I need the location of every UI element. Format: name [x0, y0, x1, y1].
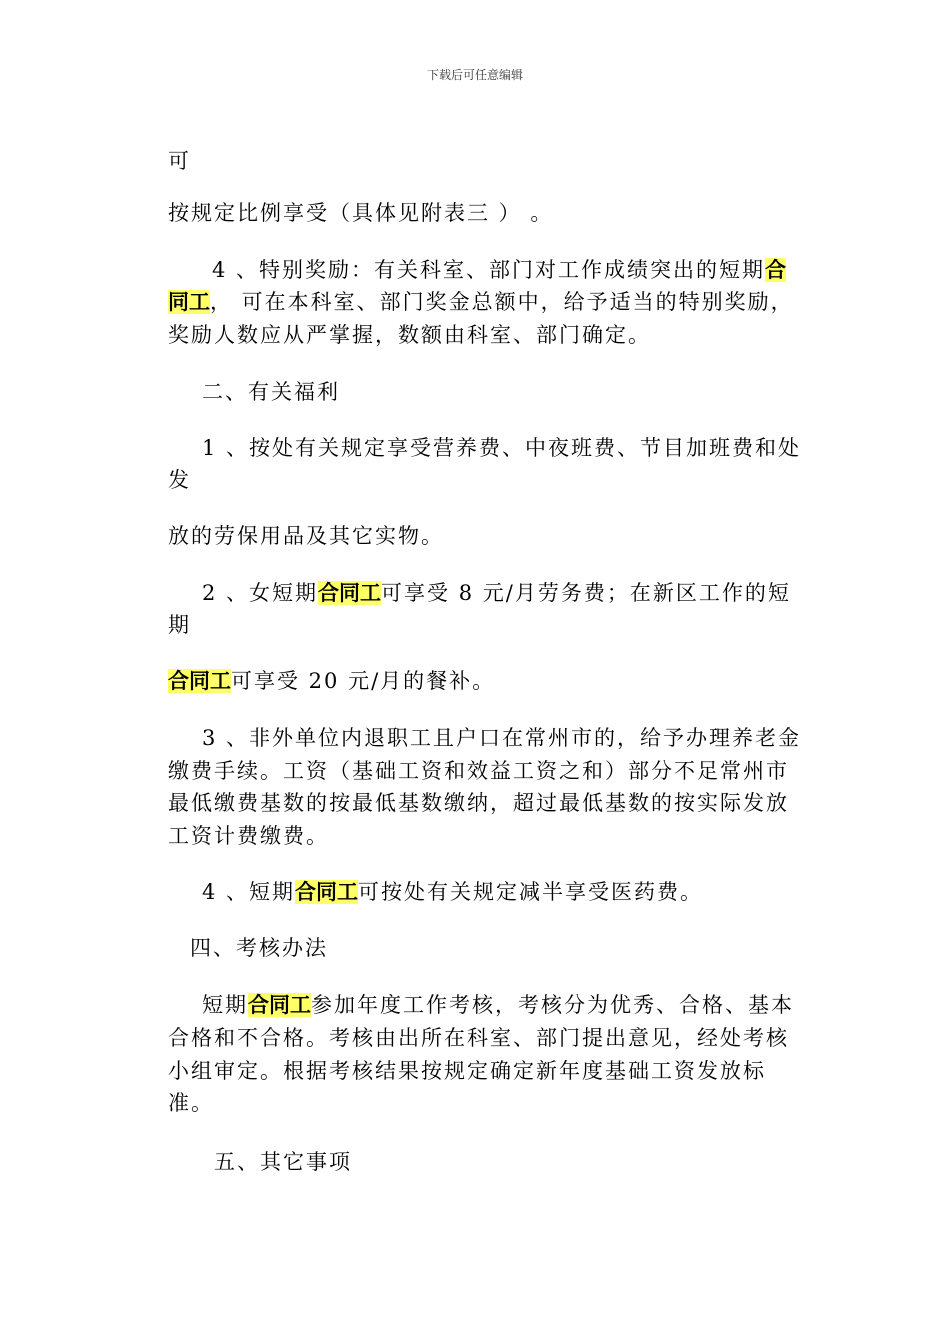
text-line — [168, 722, 801, 755]
text-run: 4 、短期 — [202, 880, 296, 904]
text-run: 可 — [168, 149, 191, 173]
highlighted-term: 合同工 — [318, 581, 382, 605]
text-line — [168, 376, 340, 409]
text-line — [168, 520, 444, 553]
text-run: 3 、非外单位内退职工且户口在常州市的，给予办理养老金 — [202, 726, 802, 750]
text-run: 短期 — [202, 993, 248, 1017]
text-run: 最低缴费基数的按最低基数缴纳，超过最低基数的按实际发放 — [168, 791, 789, 815]
text-run: 发 — [168, 468, 191, 492]
highlighted-term: 同工 — [168, 290, 210, 314]
text-run: 4 、特别奖励：有关科室、部门对工作成绩突出的短期 — [212, 258, 766, 282]
text-run: 缴费手续。工资（基础工资和效益工资之和）部分不足常州市 — [168, 759, 789, 783]
text-line — [168, 932, 328, 965]
text-run: 按规定比例享受（具体见附表三 ） 。 — [168, 201, 554, 225]
text-run: 奖励人数应从严掌握，数额由科室、部门确定。 — [168, 323, 651, 347]
text-run: 合格和不合格。考核由出所在科室、部门提出意见，经处考核 — [168, 1026, 789, 1050]
text-line — [168, 787, 789, 820]
text-line — [168, 464, 191, 497]
text-line — [168, 1146, 352, 1179]
page-header: 下载后可任意编辑 — [426, 68, 523, 82]
text-line — [168, 609, 191, 642]
text-run: 小组审定。根据考核结果按规定确定新年度基础工资发放标 — [168, 1059, 766, 1083]
highlighted-term: 合同工 — [295, 880, 359, 904]
text-line — [168, 1087, 214, 1120]
text-run: 2 、女短期 — [202, 581, 319, 605]
text-line — [168, 1055, 766, 1088]
highlighted-term: 合 — [765, 258, 787, 282]
text-line — [168, 1022, 789, 1055]
highlighted-term: 合同工 — [248, 993, 311, 1017]
text-run: 准。 — [168, 1091, 214, 1115]
text-line — [168, 820, 329, 853]
text-line — [168, 319, 651, 352]
text-run: 放的劳保用品及其它实物。 — [168, 524, 444, 548]
text-line — [168, 665, 495, 698]
text-run: 可按处有关规定减半享受医药费。 — [358, 880, 704, 904]
text-line — [168, 286, 794, 319]
highlighted-term: 合同工 — [168, 669, 231, 693]
text-run: 二、有关福利 — [202, 380, 340, 404]
text-line — [168, 197, 553, 230]
text-run: 可享受 8 元/月劳务费；在新区工作的短 — [381, 581, 791, 605]
text-run: 可享受 20 元/月的餐补。 — [231, 669, 496, 693]
text-run: 1 、按处有关规定享受营养费、中夜班费、节目加班费和处 — [202, 436, 802, 460]
text-line — [168, 432, 801, 465]
text-line — [168, 876, 703, 909]
text-line — [168, 755, 789, 788]
text-run: 工资计费缴费。 — [168, 824, 329, 848]
text-run: ， 可在本科室、部门奖金总额中，给予适当的特别奖励， — [210, 290, 794, 314]
text-run: 参加年度工作考核，考核分为优秀、合格、基本 — [311, 993, 794, 1017]
text-line — [168, 989, 794, 1022]
text-run: 五、其它事项 — [214, 1150, 352, 1174]
text-line — [168, 577, 791, 610]
text-run: 期 — [168, 613, 191, 637]
text-line — [168, 145, 191, 178]
text-run: 四、考核办法 — [190, 936, 328, 960]
text-line — [168, 254, 786, 287]
